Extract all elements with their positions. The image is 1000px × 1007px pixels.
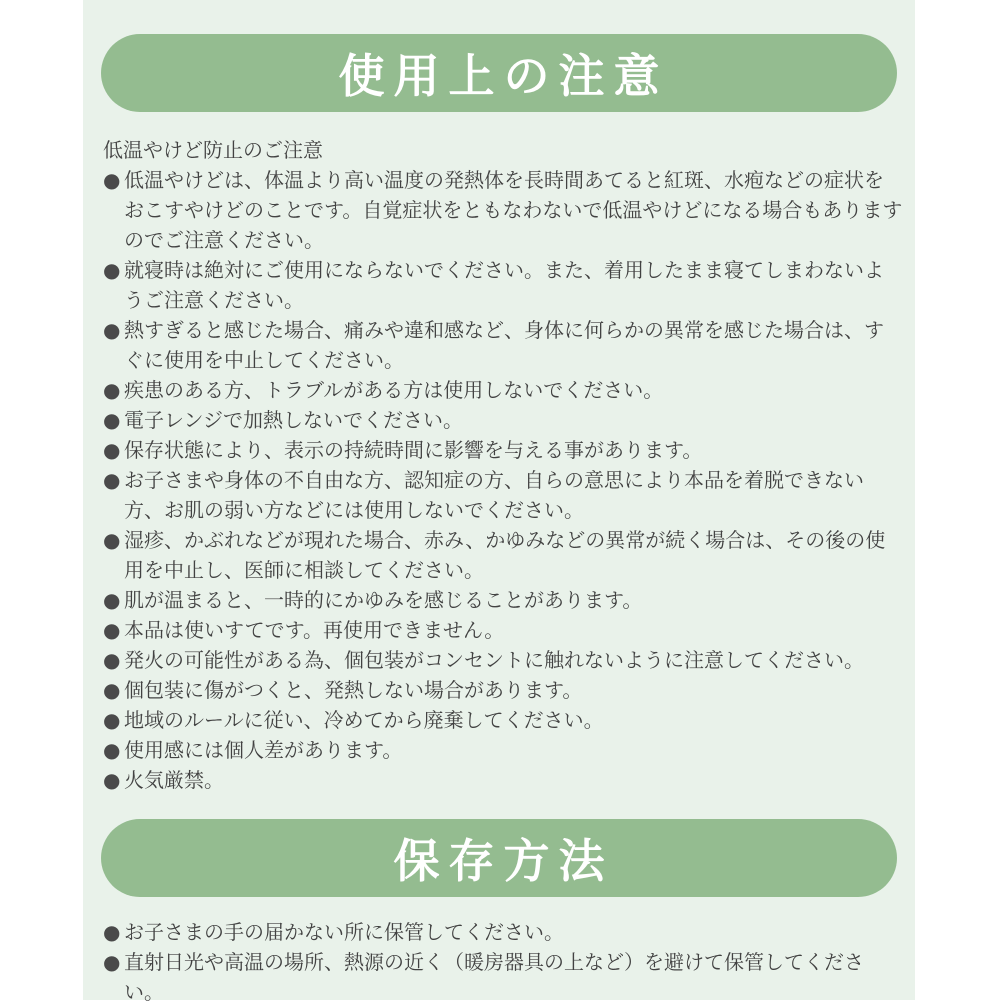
list-item-text: お子さまや身体の不自由な方、認知症の方、自らの意思により本品を着脱できない方、お肌の弱い方などには使用しないでください。 <box>124 468 864 522</box>
bullet-icon: ● <box>103 468 121 492</box>
list-item <box>103 165 903 255</box>
list-item-text: 疾患のある方、トラブルがある方は使用しないでください。 <box>124 378 664 402</box>
list-item-text: 肌が温まると、一時的にかゆみを感じることがあります。 <box>124 588 643 612</box>
list-item <box>103 735 903 765</box>
list-item-text: 電子レンジで加熱しないでください。 <box>124 408 463 432</box>
storage-section-banner <box>101 819 897 897</box>
list-item <box>103 435 903 465</box>
usage-section-banner <box>101 34 897 112</box>
bullet-icon: ● <box>103 648 121 672</box>
list-item <box>103 615 903 645</box>
list-item <box>103 947 903 1007</box>
list-item-text: 個包装に傷がつくと、発熱しない場合があります。 <box>124 678 583 702</box>
list-item-text: 使用感には個人差があります。 <box>124 738 403 762</box>
list-item-text: 本品は使いすてです。再使用できません。 <box>124 618 505 642</box>
list-item <box>103 255 903 315</box>
list-item <box>103 675 903 705</box>
list-item <box>103 765 903 795</box>
bullet-icon: ● <box>103 588 121 612</box>
storage-section-title: 保存方法 <box>393 834 614 888</box>
list-item <box>103 645 903 675</box>
list-item <box>103 465 903 525</box>
list-item-text: 熱すぎると感じた場合、痛みや違和感など、身体に何らかの異常を感じた場合は、すぐに使用を中止してください。 <box>124 318 884 372</box>
usage-intro: 低温やけど防止のご注意 <box>103 138 323 162</box>
list-item-text: 直射日光や高温の場所、熱源の近く（暖房器具の上など）を避けて保管してください。 <box>124 950 864 1004</box>
list-item <box>103 375 903 405</box>
usage-section-title: 使用上の注意 <box>338 49 669 103</box>
bullet-icon: ● <box>103 768 121 792</box>
bullet-icon: ● <box>103 678 121 702</box>
bullet-icon: ● <box>103 708 121 732</box>
list-item <box>103 585 903 615</box>
bullet-icon: ● <box>103 408 121 432</box>
list-item <box>103 705 903 735</box>
usage-caution-list <box>83 112 915 795</box>
bullet-icon: ● <box>103 920 121 944</box>
list-item <box>103 917 903 947</box>
list-item-text: お子さまの手の届かない所に保管してください。 <box>124 920 564 944</box>
list-item-text: 発火の可能性がある為、個包装がコンセントに触れないように注意してください。 <box>124 648 864 672</box>
list-item <box>103 315 903 375</box>
list-item-text: 就寝時は絶対にご使用にならないでください。また、着用したまま寝てしまわないようご注意ください。 <box>124 258 884 312</box>
bullet-icon: ● <box>103 258 121 282</box>
bullet-icon: ● <box>103 318 121 342</box>
caution-panel <box>83 0 915 1004</box>
storage-list <box>83 897 915 1007</box>
bullet-icon: ● <box>103 378 121 402</box>
bullet-icon: ● <box>103 438 121 462</box>
list-item-text: 低温やけどは、体温より高い温度の発熱体を長時間あてると紅斑、水疱などの症状をおこすやけどのことです。自覚症状をともなわないで低温やけどになる場合もありますのでご注意ください。 <box>124 168 903 252</box>
list-item <box>103 525 903 585</box>
bullet-icon: ● <box>103 618 121 642</box>
bullet-icon: ● <box>103 168 121 192</box>
bullet-icon: ● <box>103 950 121 974</box>
list-item-text: 湿疹、かぶれなどが現れた場合、赤み、かゆみなどの異常が続く場合は、その後の使用を中止し、医師に相談してください。 <box>124 528 886 582</box>
list-item-text: 保存状態により、表示の持続時間に影響を与える事があります。 <box>124 438 703 462</box>
list-item-text: 火気厳禁。 <box>124 768 224 792</box>
bullet-icon: ● <box>103 738 121 762</box>
bullet-icon: ● <box>103 528 121 552</box>
list-item-text: 地域のルールに従い、冷めてから廃棄してください。 <box>124 708 604 732</box>
list-item <box>103 405 903 435</box>
